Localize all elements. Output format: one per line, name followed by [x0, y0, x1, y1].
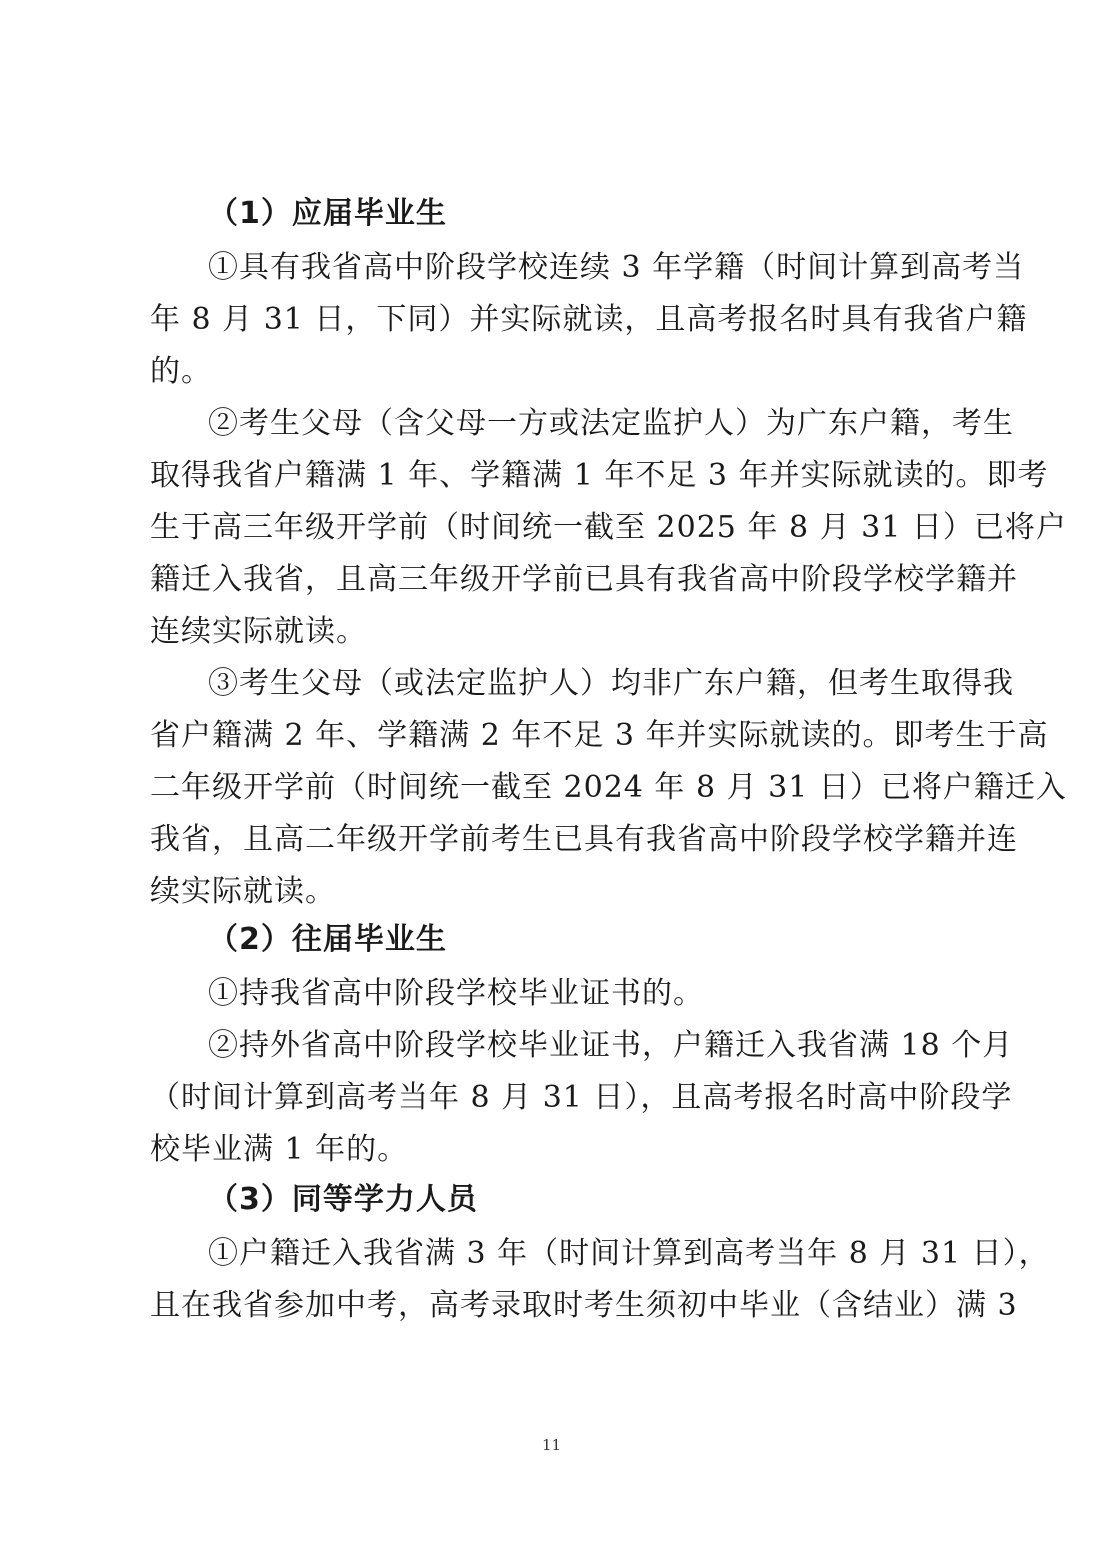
- paragraph-line: ②考生父母（含父母一方或法定监护人）为广东户籍，考生: [208, 406, 1014, 441]
- section-heading-equivalent-education: （3）同等学力人员: [208, 1182, 478, 1217]
- paragraph-line: 续实际就读。: [150, 874, 336, 909]
- paragraph-line: ①具有我省高中阶段学校连续 3 年学籍（时间计算到高考当: [208, 250, 1025, 285]
- paragraph-line: ③考生父母（或法定监护人）均非广东户籍，但考生取得我: [208, 666, 1014, 701]
- paragraph-line: ②持外省高中阶段学校毕业证书，户籍迁入我省满 18 个月: [208, 1028, 1014, 1063]
- paragraph-line: 我省，且高二年级开学前考生已具有我省高中阶段学校学籍并连: [150, 822, 1018, 857]
- section-heading-fresh-graduates: （1）应届毕业生: [208, 196, 447, 231]
- paragraph-line: 且在我省参加中考，高考录取时考生须初中毕业（含结业）满 3: [150, 1288, 1018, 1323]
- paragraph-line: 连续实际就读。: [150, 614, 367, 649]
- paragraph-line: 二年级开学前（时间统一截至 2024 年 8 月 31 日）已将户籍迁入: [150, 770, 1067, 805]
- paragraph-line: 籍迁入我省，且高三年级开学前已具有我省高中阶段学校学籍并: [150, 562, 1018, 597]
- paragraph-line: 的。: [150, 354, 212, 389]
- paragraph-line: 生于高三年级开学前（时间统一截至 2025 年 8 月 31 日）已将户: [150, 510, 1067, 545]
- paragraph-line: （时间计算到高考当年 8 月 31 日），且高考报名时高中阶段学: [150, 1080, 1013, 1115]
- paragraph-line: ①户籍迁入我省满 3 年（时间计算到高考当年 8 月 31 日），: [208, 1236, 1050, 1271]
- paragraph-line: 年 8 月 31 日，下同）并实际就读，且高考报名时具有我省户籍: [150, 302, 1028, 337]
- section-heading-past-graduates: （2）往届毕业生: [208, 922, 447, 957]
- paragraph-line: ①持我省高中阶段学校毕业证书的。: [208, 976, 704, 1011]
- paragraph-line: 省户籍满 2 年、学籍满 2 年不足 3 年并实际就读的。即考生于高: [150, 718, 1049, 753]
- paragraph-line: 校毕业满 1 年的。: [150, 1132, 409, 1167]
- paragraph-line: 取得我省户籍满 1 年、学籍满 1 年不足 3 年并实际就读的。即考: [150, 458, 1049, 493]
- page-number: 11: [541, 1436, 562, 1454]
